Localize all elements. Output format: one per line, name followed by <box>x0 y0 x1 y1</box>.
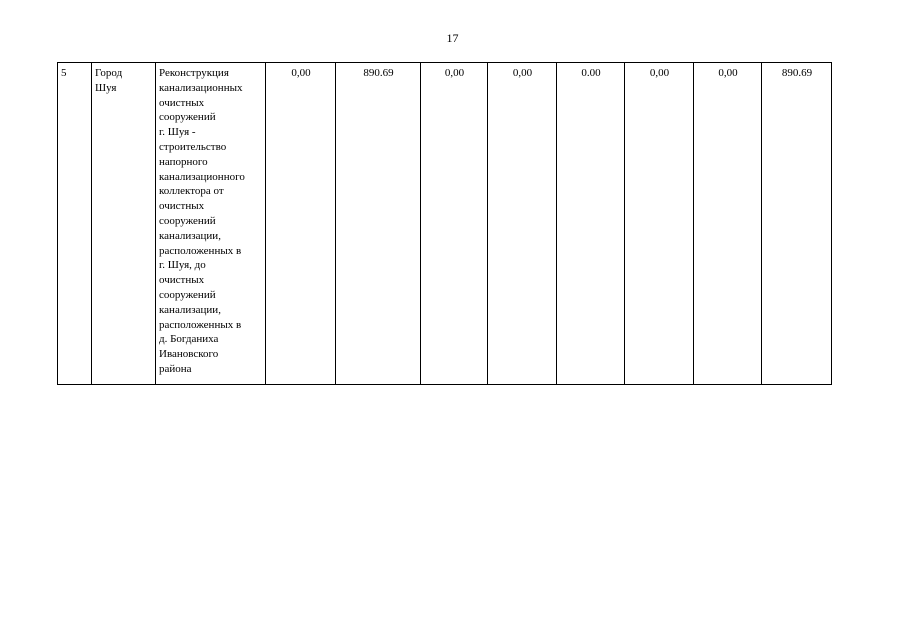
project-line: сооружений <box>159 288 216 301</box>
value-cell-1: 0,00 <box>266 63 336 385</box>
project-line: строительство <box>159 140 227 153</box>
value-cell-4: 0,00 <box>488 63 557 385</box>
municipality-line: Город <box>95 67 123 79</box>
budget-table <box>57 62 832 385</box>
project-line: канализационных <box>159 81 243 94</box>
project-line: Реконструкция <box>159 67 229 79</box>
project-line: района <box>159 362 192 375</box>
project-line: очистных <box>159 200 205 213</box>
row-index-cell <box>58 63 92 385</box>
project-line: канализационного <box>159 170 245 183</box>
value-cell-total: 890.69 <box>762 63 832 385</box>
project-line: расположенных в <box>159 318 242 331</box>
project-name-cell <box>156 63 266 385</box>
project-line: очистных <box>159 96 205 109</box>
value-cell-6: 0,00 <box>625 63 694 385</box>
project-line: канализации, <box>159 229 221 242</box>
project-line: напорного <box>159 155 208 168</box>
project-line: г. Шуя, до <box>159 259 206 272</box>
project-line: сооружений <box>159 214 216 227</box>
value-cell-7: 0,00 <box>694 63 762 385</box>
value-cell-5: 0.00 <box>557 63 625 385</box>
municipality-cell <box>92 63 156 385</box>
municipality-line: Шуя <box>95 81 117 94</box>
table-row <box>58 63 832 385</box>
page-number: 17 <box>446 31 459 45</box>
project-line: очистных <box>159 274 205 287</box>
project-line: расположенных в <box>159 244 242 257</box>
project-line: г. Шуя - <box>159 126 196 139</box>
project-line: сооружений <box>159 111 216 124</box>
project-line: д. Богданиха <box>159 333 219 346</box>
value-cell-3: 0,00 <box>421 63 488 385</box>
project-line: коллектора от <box>159 185 224 198</box>
project-line: канализации, <box>159 303 221 316</box>
value-cell-2: 890.69 <box>336 63 421 385</box>
project-line: Ивановского <box>159 348 219 361</box>
row-index: 5 <box>61 67 67 79</box>
